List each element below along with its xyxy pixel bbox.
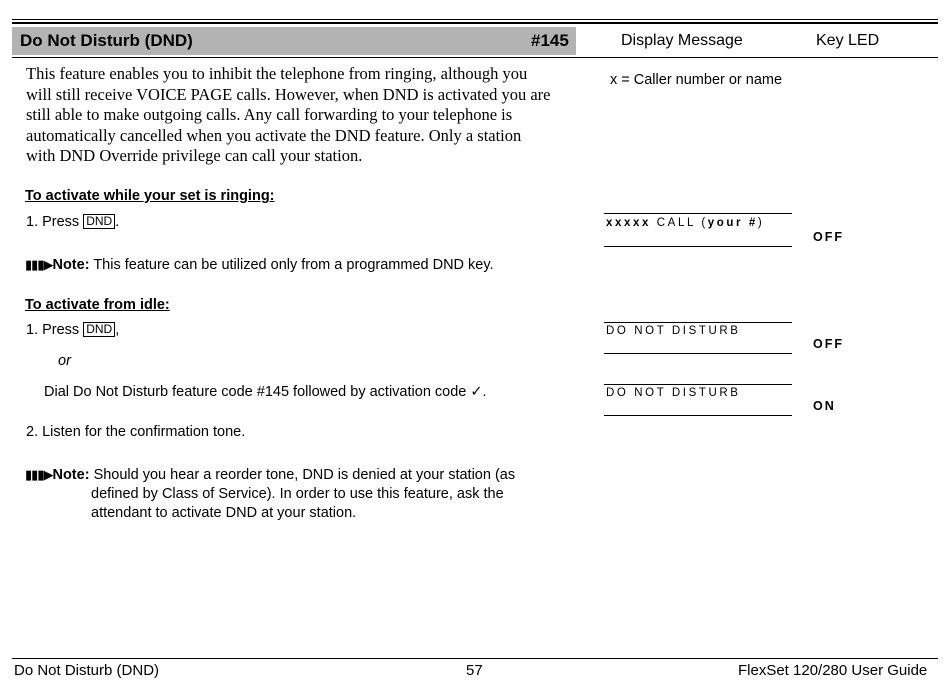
footer-rule bbox=[12, 658, 938, 659]
key-led-status: OFF bbox=[813, 337, 844, 351]
caller-legend: x = Caller number or name bbox=[610, 72, 783, 88]
header-underline bbox=[12, 57, 938, 58]
display-message: xxxxx CALL (your #) bbox=[606, 217, 765, 229]
intro-line: This feature enables you to inhibit the telephone from ringing, although you bbox=[26, 64, 528, 83]
page-title: Do Not Disturb (DND) bbox=[20, 31, 193, 50]
intro-line: with DND Override privilege can call your station. bbox=[26, 146, 363, 165]
lcd-top-line bbox=[604, 322, 792, 323]
note-reorder-tone bbox=[25, 465, 515, 523]
section-heading-ringing: To activate while your set is ringing: bbox=[25, 188, 275, 204]
step-text-end: , bbox=[115, 322, 120, 338]
note-text: This feature can be utilized only from a programmed DND key. bbox=[93, 257, 494, 273]
step-text: 1. Press bbox=[26, 322, 84, 338]
note-text: defined by Class of Service). In order to use this feature, ask the bbox=[91, 486, 504, 502]
note-text: Should you hear a reorder tone, DND is denied at your station (as bbox=[93, 467, 516, 483]
lcd-bottom-line bbox=[604, 353, 792, 354]
lcd-bottom-line bbox=[604, 415, 792, 416]
lcd-bottom-line bbox=[604, 246, 792, 247]
key-led-status: OFF bbox=[813, 230, 844, 244]
top-rule bbox=[12, 19, 938, 20]
note-label: Note: bbox=[52, 257, 90, 273]
intro-line: will still receive VOICE PAGE calls. However, when DND is activated you are bbox=[26, 84, 551, 104]
page-number: 57 bbox=[466, 662, 483, 679]
dnd-key-icon: DND bbox=[83, 214, 115, 229]
key-led-status: ON bbox=[813, 399, 836, 413]
note-arrow-icon: ▮▮▮▶ bbox=[25, 467, 53, 482]
lcd-top-line bbox=[604, 384, 792, 385]
display-message-heading: Display Message bbox=[621, 32, 743, 49]
section-heading-idle: To activate from idle: bbox=[25, 297, 170, 313]
note-label: Note: bbox=[52, 467, 90, 483]
step-listen-tone: 2. Listen for the confirmation tone. bbox=[26, 424, 246, 440]
footer-section-title: Do Not Disturb (DND) bbox=[14, 662, 160, 679]
dnd-key-icon: DND bbox=[83, 322, 115, 337]
feature-code: #145 bbox=[531, 31, 569, 50]
or-text: or bbox=[58, 353, 71, 369]
step-text-end: . bbox=[115, 214, 120, 230]
note-programmed-key bbox=[25, 257, 494, 273]
intro-paragraph bbox=[26, 64, 586, 167]
note-arrow-icon: ▮▮▮▶ bbox=[25, 257, 53, 272]
footer-guide-title: FlexSet 120/280 User Guide bbox=[738, 662, 928, 679]
key-led-heading: Key LED bbox=[816, 32, 880, 49]
lcd-top-line bbox=[604, 213, 792, 214]
top-rule-thick bbox=[12, 22, 938, 24]
note-first-line bbox=[25, 465, 515, 485]
step-press-dnd bbox=[26, 214, 119, 230]
step-press-dnd-idle bbox=[26, 322, 119, 338]
note-text: attendant to activate DND at your station. bbox=[91, 505, 357, 521]
intro-line: automatically cancelled when you activate the DND feature. Only a station bbox=[26, 125, 522, 145]
step-text: 1. Press bbox=[26, 214, 84, 230]
intro-line: still able to make outgoing calls. Any call forwarding to your telephone is bbox=[26, 105, 513, 124]
display-message: DO NOT DISTURB bbox=[606, 325, 741, 337]
dial-feature-code-text: Dial Do Not Disturb feature code #145 followed by activation code ✓. bbox=[44, 384, 487, 400]
display-message: DO NOT DISTURB bbox=[606, 387, 741, 399]
